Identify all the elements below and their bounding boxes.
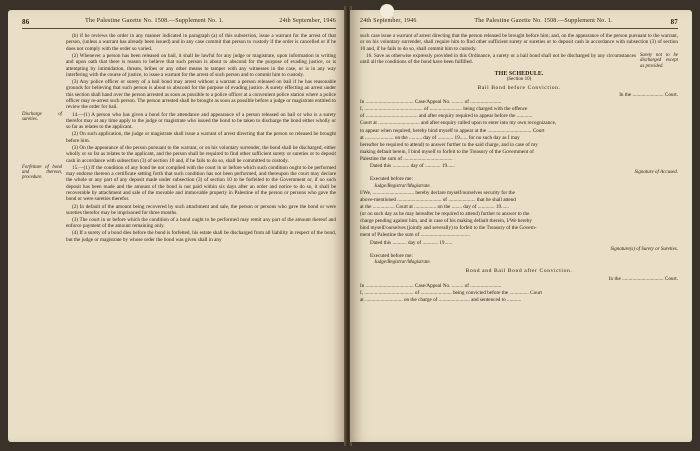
form-line: In the ................................ Court. [608,275,678,282]
executed-before-label: Executed before me: [370,176,413,183]
form-line: at ...................... on the .......... day of ............ 19...... for no such day as I may [360,134,520,141]
form-line: Dated this ........... day of ............ 19...... [370,239,453,246]
paragraph: (2) Whenever a person has been released on bail, it shall be lawful for any judge or magistrate, upon information in writing and upon oath that there is reason to believe that such person is about to abscond for the purpose of evading justice, or is attempting by intimidation, threats, bribes or any other means to tamper with any witnesses in the case, or is in any way interfering with the course of justice, to issue a warrant for the arrest of such person and to commit him to custody. [66,52,336,78]
form-line: ment of Palestine the sum of ...................................... [360,232,470,239]
schedule-title: THE SCHEDULE. [494,71,544,78]
margin-note-discharge: Discharge of sureties. [22,111,62,122]
executed-before-label: Executed before me: [370,252,413,259]
paragraph: (2) On such application, the judge or magistrate shall issue a warrant of arrest directing that the person so released be brought before him. [66,131,336,144]
form-after-conviction [360,276,678,304]
left-page-text [22,33,336,244]
judge-label: Judge/Registrar/Magistrate. [374,183,431,189]
form-line: of ........................................ and after enquiry required to appear before the ............ [360,113,533,120]
form-line: I, ............................................. of ......................... being charged with the offence [360,106,528,113]
form-line: I/We, ................................ hereby declare myself/ourselves security for the [360,189,515,196]
paragraph: (2) In default of the amount being recovered by such attachment and sale, the person or persons who gave the bond or were sureties therefor may be imprisoned for three months. [66,203,336,216]
paragraph: (4) If a surety of a bond dies before the bond is forfeited, his estate shall be discharged from all liability in respect of the bond, but the judge or magistrate by whose order the bond was given shall in any [66,230,336,243]
paragraph: (b) if he reviews the order in any manner indicated in paragraph (a) of this subsection, issue a warrant for the arrest of that person, (unless a warrant has already been issued) and in any case commit that person to custody if the order is cancelled or if he does not comply with the order so varied. [66,33,336,52]
form-line: above-mentioned .................................. of ..................... that he shall attend [360,196,516,203]
paragraph: (3) Any police officer or surety of a bail bond may arrest without a warrant a person released on bail if he has reasonable grounds for believing that such person is about to abscond for the purpose of evading justice. A surety effecting an arrest under this section shall hand over the person arrested as soon as possible to a police officer at a convenient police station where a police officer may re-arrest such person. The person arrested shall be brought as soon as possible before a judge or magistrate entitled to review the order for bail. [66,79,336,111]
left-header-date: 24th September, 1946 [279,18,336,24]
paragraph: such case issue a warrant of arrest directing that the person released be brought before him; and, on the appearance of the person pursuant to the warrant, or on his voluntary surrender, shall require him to find other sufficient surety or sureties or to deposit cash in accordance with subsection (3) of section 10 and, if he fails to do so, shall commit him to custody. [360,33,678,52]
form-line: In the ........................ Court. [619,92,678,99]
form-line: hereafter be required to attend) to answer further to the said charge, and in case of my [360,141,538,148]
right-header-date: 24th September, 1946 [360,18,417,24]
form-line: Palestine the sum of ...................................... [360,155,453,162]
form-line: at the ................. Court at ................. on the ........ day of ............. 19...... [360,204,509,211]
form-line: Court at ................................ and after enquiry called upon to enter into my own recognizance, [360,120,557,127]
paragraph: (3) On the appearance of the person pursuant to the warrant, or on his voluntary surrender, the bond shall be discharged, either wholly or so far as relates to the applicant, and the person shall be required to find other sufficient surety or sureties or to deposit cash in accordance with subsection (3) of section 10 and, if he fails to do so, shall be committed to custody. [66,144,336,164]
right-page-number: 87 [670,18,678,26]
form-line: bind myself/ourselves (jointly and severally) to forfeit to the Treasury of the Govern- [360,225,537,232]
paragraph: 14.—(1) A person who has given a bond for the attendance and appearance of a person released on bail or who is a surety therefor may at any time apply to the judge or magistrate who issued the bond to be taken to discharge the bond either wholly or so far as relates to the applicant. [66,111,336,131]
form-line: Dated this ............. day of ............ 19...... [370,163,455,170]
margin-note-surety: Surety not to be discharged except as provided. [640,52,678,69]
margin-note-empty [22,33,66,112]
right-page-text [360,33,678,304]
paragraph: 16. Save as otherwise expressly provided in this Ordinance, a surety or a bail bond shall not be discharged by any circumstances until all the conditions of the bond have been fulfilled. [360,52,636,66]
left-page [8,10,346,442]
open-book [8,6,692,446]
signature-accused-label: Signature of Accused. [634,170,678,176]
form-line: making default herein, I bind myself to forfeit to the Treasury of the Government of [360,148,534,155]
form-title-after-conviction: Bond and Bail Bond after Conviction. [465,268,573,275]
form-line: to appear when required, hereby bind myself to appear at the .................................. Court [360,127,545,134]
paragraph: (3) The court in or before which the condition of a bond ought to be performed may remit any part of the amount thereof and enforce payment of the amount remaining only. [66,217,336,230]
paragraph: 15.—(1) If the condition of any bond be not complied with the court in or before which such condition ought to be performed may endorse thereon a certificate setting forth that such condition has not been performed, and thereupon the court may declare the whole or any part of any deposit made under subsection (3) of section 10 to be forfeited to the Government or, if no such deposit has been made and the amount of the bond is not paid within six days after an order and notice to do so, it shall be recoverable by attachment and sale of the movable and immovable property in Palestine of the person or persons who gave the bond or were sureties therefor. [66,164,336,203]
form-line: at ............................. on the charge of ........................ and sentenced to ........... [360,297,522,304]
right-page [350,10,692,442]
right-page-header [360,18,678,29]
left-page-header [22,18,336,29]
left-header-title: The Palestine Gazette No. 1508.—Supplement No. 1. [85,18,224,24]
schedule-section: (Section 10) [506,77,532,83]
signature-surety-label: Signature(s) of Surety or Sureties. [610,246,678,252]
judge-label: Judge/Registrar/Magistrate. [374,260,431,266]
form-line: I, ...................................... of ........................ being convicted before the ............... Court [360,289,542,296]
form-title-before-conviction: Bail Bond before Conviction. [477,84,561,91]
left-page-number: 86 [22,18,30,26]
right-header-title: The Palestine Gazette No. 1508.—Supplement No. 1. [474,18,613,24]
margin-note-forfeiture: Forfeiture of bond and thereon, procedure. [22,164,62,181]
form-line: In ..................................... Case/Appeal No. ......... of ........................ [360,282,502,289]
form-before-conviction [360,92,678,266]
form-line: In ..................................... Case/Appeal No. ......... of ........................ [360,99,502,106]
form-line: (or on such day as he may hereafter be required to attend) further to answer to the [360,211,530,218]
form-line: charge pending against him, and in case of his making default therein, I/We hereby [360,218,532,225]
